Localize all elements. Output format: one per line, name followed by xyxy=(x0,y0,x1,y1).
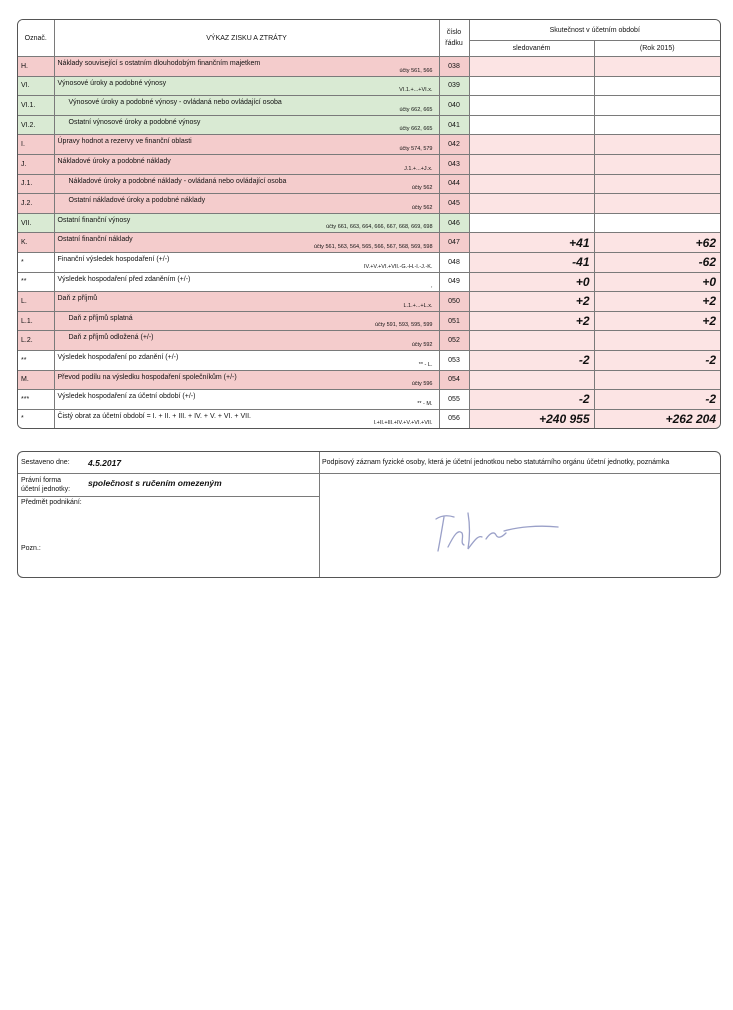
row-name: Ostatní výnosové úroky a podobné výnosy xyxy=(68,118,201,126)
table-row xyxy=(18,213,720,233)
income-statement-table xyxy=(17,19,721,429)
row-value-previous xyxy=(594,174,720,194)
row-name: Výnosové úroky a podobné výnosy xyxy=(57,79,167,87)
row-code: VI. xyxy=(18,76,54,96)
row-value-current: -2 xyxy=(469,350,594,370)
row-code: L.2. xyxy=(18,331,54,351)
row-value-previous: -2 xyxy=(594,350,720,370)
row-name: Ostatní finanční výnosy xyxy=(57,216,131,224)
footer-right xyxy=(320,452,720,577)
row-code: M. xyxy=(18,370,54,390)
row-name: Čistý obrat za účetní období = I. + II. + III. + IV. + V. + VI. + VII. xyxy=(57,412,251,420)
row-value-previous: -62 xyxy=(594,252,720,272)
row-accounts: účty 662, 665 xyxy=(399,126,433,133)
row-accounts: ** - M. xyxy=(417,400,433,407)
signature-icon xyxy=(428,507,568,557)
row-code: VI.2. xyxy=(18,115,54,135)
row-value-current: +0 xyxy=(469,272,594,292)
row-name: Ostatní nákladové úroky a podobné náklady xyxy=(68,197,206,205)
row-value-current xyxy=(469,135,594,155)
row-number: 042 xyxy=(439,135,469,155)
row-code: L.1. xyxy=(18,311,54,331)
row-name: Finanční výsledek hospodaření (+/-) xyxy=(57,255,170,263)
row-label xyxy=(54,350,439,370)
row-accounts: , xyxy=(430,283,433,290)
row-label xyxy=(54,272,439,292)
compiled-date-value: 4.5.2017 xyxy=(88,458,122,468)
row-number: 052 xyxy=(439,331,469,351)
row-value-current: -2 xyxy=(469,390,594,410)
row-code: J.2. xyxy=(18,194,54,214)
table-row xyxy=(18,311,720,331)
row-value-current: +2 xyxy=(469,292,594,312)
row-number: 055 xyxy=(439,390,469,410)
row-value-current xyxy=(469,331,594,351)
row-value-previous xyxy=(594,194,720,214)
table-row xyxy=(18,154,720,174)
row-value-previous xyxy=(594,135,720,155)
table-row xyxy=(18,331,720,351)
row-value-current xyxy=(469,115,594,135)
row-number: 041 xyxy=(439,115,469,135)
row-label xyxy=(54,76,439,96)
row-number: 051 xyxy=(439,311,469,331)
compiled-date-label: Sestaveno dne: xyxy=(21,459,70,466)
header-actual: Skutečnost v účetním období xyxy=(469,20,720,41)
row-accounts: VI.1.+...+VI.x. xyxy=(399,87,433,94)
row-value-current xyxy=(469,57,594,77)
signature-record-label: Podpisový záznam fyzické osoby, která je účetní jednotkou nebo statutárního orgánu účetní jednotky, poznámka xyxy=(322,459,670,466)
row-accounts: J.1.+...+J.x. xyxy=(404,165,433,172)
note-label: Pozn.: xyxy=(21,545,41,552)
table-row xyxy=(18,370,720,390)
row-name: Ostatní finanční náklady xyxy=(57,236,133,244)
header-previous-period: (Rok 2015) xyxy=(594,41,720,57)
row-value-current xyxy=(469,96,594,116)
row-number: 048 xyxy=(439,252,469,272)
header-line-number xyxy=(439,20,469,57)
divider xyxy=(320,473,720,474)
row-number: 056 xyxy=(439,409,469,428)
row-accounts: I.+II.+III.+IV.+V.+VI.+VII. xyxy=(373,420,433,427)
row-label xyxy=(54,213,439,233)
row-label xyxy=(54,233,439,253)
row-code: VII. xyxy=(18,213,54,233)
row-value-current xyxy=(469,213,594,233)
report-table xyxy=(18,20,720,428)
table-row xyxy=(18,409,720,428)
divider xyxy=(18,496,319,497)
row-value-current: +41 xyxy=(469,233,594,253)
row-name: Výsledek hospodaření před zdaněním (+/-) xyxy=(57,275,191,283)
table-row xyxy=(18,350,720,370)
report-title: VÝKAZ ZISKU A ZTRÁTY xyxy=(54,20,439,57)
row-value-previous xyxy=(594,213,720,233)
row-name: Náklady související s ostatním dlouhodobým finančním majetkem xyxy=(57,60,261,67)
row-accounts: účty 562 xyxy=(411,185,433,192)
row-value-current xyxy=(469,174,594,194)
row-label xyxy=(54,135,439,155)
row-code: L. xyxy=(18,292,54,312)
row-number: 053 xyxy=(439,350,469,370)
table-row xyxy=(18,292,720,312)
row-label xyxy=(54,194,439,214)
row-number: 045 xyxy=(439,194,469,214)
row-value-current: -41 xyxy=(469,252,594,272)
row-code: J. xyxy=(18,154,54,174)
row-name: Převod podílu na výsledku hospodaření společníkům (+/-) xyxy=(57,373,237,381)
row-number: 050 xyxy=(439,292,469,312)
row-accounts: účty 592 xyxy=(411,341,433,348)
row-value-current xyxy=(469,370,594,390)
row-name: Výnosové úroky a podobné výnosy - ovládaná nebo ovládající osoba xyxy=(68,99,282,107)
row-value-current xyxy=(469,76,594,96)
row-value-previous: +62 xyxy=(594,233,720,253)
business-subject-label: Předmět podnikání: xyxy=(21,499,82,506)
row-value-previous xyxy=(594,96,720,116)
row-label xyxy=(54,115,439,135)
row-value-current: +2 xyxy=(469,311,594,331)
row-value-previous: +0 xyxy=(594,272,720,292)
row-number: 046 xyxy=(439,213,469,233)
row-label xyxy=(54,252,439,272)
header-current-period: sledovaném xyxy=(469,41,594,57)
row-value-previous: -2 xyxy=(594,390,720,410)
row-code: H. xyxy=(18,57,54,77)
row-value-previous xyxy=(594,76,720,96)
header-oznac: Označ. xyxy=(18,20,54,57)
table-row xyxy=(18,233,720,253)
row-code: * xyxy=(18,409,54,428)
row-value-current xyxy=(469,154,594,174)
table-row xyxy=(18,115,720,135)
row-name: Daň z příjmů splatná xyxy=(68,314,133,322)
row-accounts: účty 574, 579 xyxy=(399,145,433,152)
row-value-previous xyxy=(594,154,720,174)
row-accounts: účty 661, 663, 664, 666, 667, 668, 669, 698 xyxy=(326,224,433,231)
row-label xyxy=(54,57,439,77)
row-label xyxy=(54,409,439,428)
footer-left xyxy=(18,452,320,577)
row-number: 054 xyxy=(439,370,469,390)
row-name: Výsledek hospodaření za účetní období (+/-) xyxy=(57,393,196,401)
row-accounts: účty 562 xyxy=(411,204,433,211)
row-label xyxy=(54,174,439,194)
row-code: VI.1. xyxy=(18,96,54,116)
row-value-previous: +2 xyxy=(594,292,720,312)
table-row xyxy=(18,390,720,410)
row-code: J.1. xyxy=(18,174,54,194)
row-value-previous xyxy=(594,115,720,135)
row-accounts: účty 591, 593, 595, 599 xyxy=(375,322,433,329)
row-name: Daň z příjmů odložená (+/-) xyxy=(68,334,154,342)
row-value-previous xyxy=(594,331,720,351)
row-name: Úpravy hodnot a rezervy ve finanční oblasti xyxy=(57,138,192,146)
row-code: * xyxy=(18,252,54,272)
row-label xyxy=(54,331,439,351)
divider xyxy=(18,473,319,474)
row-code: ** xyxy=(18,272,54,292)
row-number: 044 xyxy=(439,174,469,194)
row-label xyxy=(54,292,439,312)
table-row xyxy=(18,135,720,155)
row-label xyxy=(54,390,439,410)
row-accounts: účty 561, 563, 564, 565, 566, 567, 568, 569, 598 xyxy=(313,243,433,250)
legal-form-value: společnost s ručením omezeným xyxy=(88,478,222,488)
row-accounts: L.1.+...+L.x. xyxy=(403,302,433,309)
table-row xyxy=(18,174,720,194)
row-accounts: účty 596 xyxy=(411,381,433,388)
table-row xyxy=(18,194,720,214)
footer-section xyxy=(17,451,721,578)
row-value-previous: +262 204 xyxy=(594,409,720,428)
row-number: 040 xyxy=(439,96,469,116)
row-label xyxy=(54,370,439,390)
row-accounts: účty 561, 566 xyxy=(399,67,433,74)
table-row xyxy=(18,76,720,96)
row-code: *** xyxy=(18,390,54,410)
table-row xyxy=(18,272,720,292)
row-name: Výsledek hospodaření po zdanění (+/-) xyxy=(57,353,179,361)
row-number: 039 xyxy=(439,76,469,96)
row-label xyxy=(54,311,439,331)
row-accounts: ** - L. xyxy=(418,361,433,368)
table-row xyxy=(18,252,720,272)
row-name: Nákladové úroky a podobné náklady xyxy=(57,157,171,165)
row-name: Daň z příjmů xyxy=(57,295,98,303)
row-number: 049 xyxy=(439,272,469,292)
row-value-current xyxy=(469,194,594,214)
legal-form-label-1: Právní forma xyxy=(21,477,62,484)
row-label xyxy=(54,154,439,174)
row-code: I. xyxy=(18,135,54,155)
table-row xyxy=(18,96,720,116)
row-number: 043 xyxy=(439,154,469,174)
row-accounts: účty 662, 665 xyxy=(399,106,433,113)
table-row xyxy=(18,57,720,77)
header-cislo: číslo řádku xyxy=(445,29,463,47)
legal-form-label-2: účetní jednotky: xyxy=(21,486,71,493)
row-value-current: +240 955 xyxy=(469,409,594,428)
row-value-previous: +2 xyxy=(594,311,720,331)
row-code: ** xyxy=(18,350,54,370)
row-code: K. xyxy=(18,233,54,253)
row-value-previous xyxy=(594,370,720,390)
row-number: 047 xyxy=(439,233,469,253)
row-accounts: IV.+V.+VI.+VII.-G.-H.-I.-J.-K. xyxy=(363,263,433,270)
row-number: 038 xyxy=(439,57,469,77)
row-value-previous xyxy=(594,57,720,77)
row-name: Nákladové úroky a podobné náklady - ovládaná nebo ovládající osoba xyxy=(68,177,287,185)
row-label xyxy=(54,96,439,116)
